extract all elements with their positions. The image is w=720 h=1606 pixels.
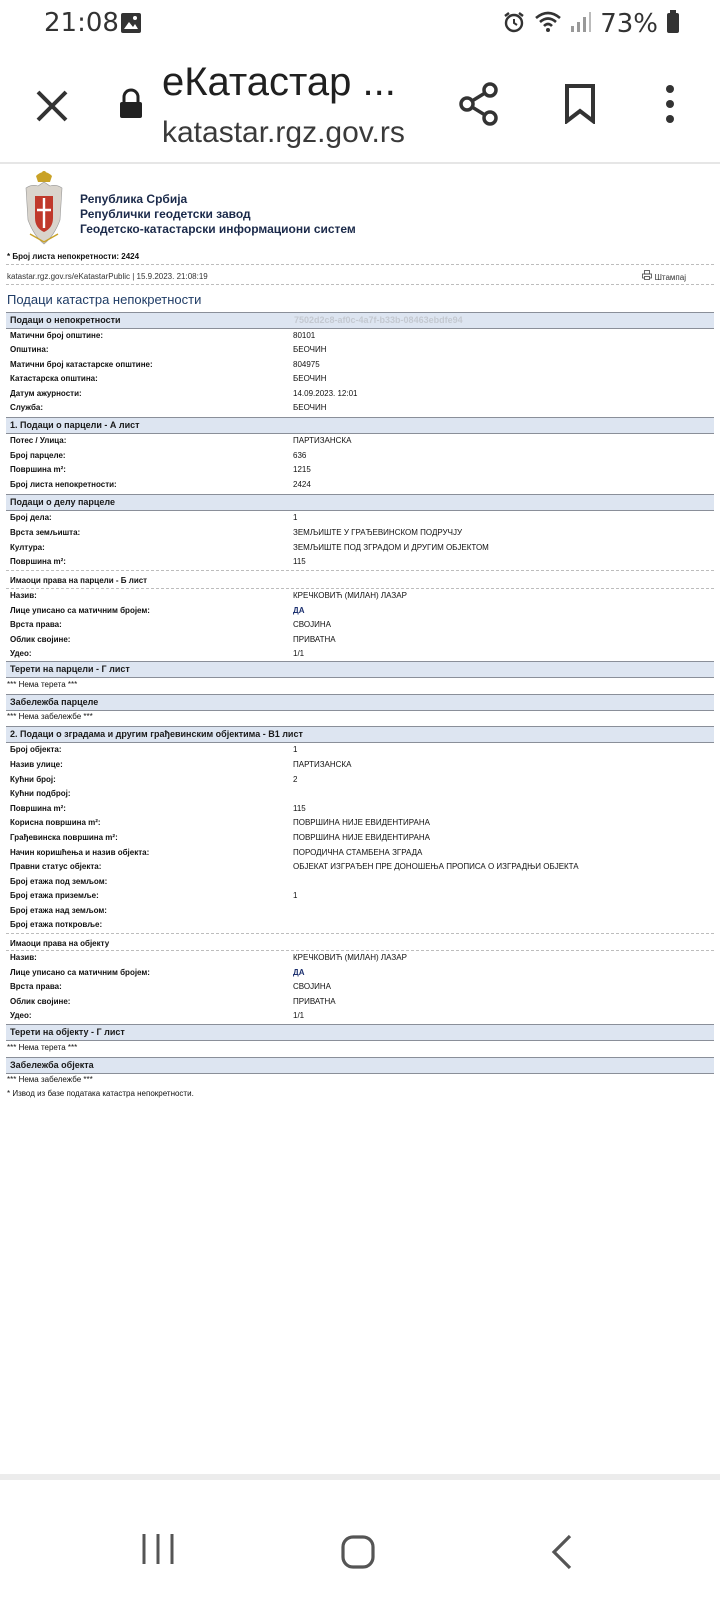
alarm-icon xyxy=(502,10,526,39)
row-label: Начин коришћења и назив објекта: xyxy=(10,848,150,857)
row-value: ПОВРШИНА НИЈЕ ЕВИДЕНТИРАНА xyxy=(293,833,430,842)
row-value: 1215 xyxy=(293,465,311,474)
header-line-3: Геодетско-катастарски информациони систем xyxy=(80,222,356,236)
row-value: ПРИВАТНА xyxy=(293,635,336,644)
status-time: 21:08 xyxy=(44,8,119,38)
row-value: 804975 xyxy=(293,360,320,369)
lock-icon[interactable] xyxy=(118,88,144,125)
row-label: Општина: xyxy=(10,345,49,354)
parcel-owners-heading: Имаоци права на парцели - Б лист xyxy=(10,576,148,585)
row-value: БЕОЧИН xyxy=(293,374,327,383)
no-burdens-note: *** Нема терета *** xyxy=(7,680,78,689)
url-bar[interactable]: katastar.rgz.gov.rs xyxy=(162,116,405,149)
row-label: Назив: xyxy=(10,591,37,600)
row-label: Назив улице: xyxy=(10,760,63,769)
row-label: Удео: xyxy=(10,649,32,658)
row-label: Култура: xyxy=(10,543,45,552)
row-value: 2 xyxy=(293,775,298,784)
print-button[interactable] xyxy=(642,270,686,282)
status-bar xyxy=(0,0,720,46)
row-label: Датум ажурности: xyxy=(10,389,82,398)
property-guid: 7502d2c8-af0c-4a7f-b33b-08463ebdfe94 xyxy=(294,315,463,325)
section-building-notes-header xyxy=(6,1057,714,1074)
row-label: Лице уписано са матичним бројем: xyxy=(10,968,150,977)
registered-id-link[interactable]: ДА xyxy=(293,968,305,977)
row-label: Потес / Улица: xyxy=(10,436,67,445)
divider xyxy=(6,950,714,951)
row-value: КРЕЧКОВИЋ (МИЛАН) ЛАЗАР xyxy=(293,953,407,962)
system-nav-bar xyxy=(0,1474,720,1606)
source-line: katastar.rgz.gov.rs/eKatastarPublic | 15.9.2023. 21:08:19 xyxy=(7,272,208,281)
row-label: Број етажа под земљом: xyxy=(10,877,108,886)
row-label: Број етажа приземље: xyxy=(10,891,99,900)
section-title: Терети на парцели - Г лист xyxy=(10,664,130,674)
divider xyxy=(6,570,714,571)
row-value: ЗЕМЉИШТЕ У ГРАЂЕВИНСКОМ ПОДРУЧЈУ xyxy=(293,528,463,537)
recent-apps-icon[interactable] xyxy=(140,1532,176,1571)
battery-percent: 73% xyxy=(600,9,658,39)
row-value: ПОВРШИНА НИЈЕ ЕВИДЕНТИРАНА xyxy=(293,818,430,827)
row-value: ПАРТИЗАНСКА xyxy=(293,760,352,769)
row-label: Катастарска општина: xyxy=(10,374,98,383)
no-notes-note: *** Нема забележбе *** xyxy=(7,712,93,721)
building-owners-heading: Имаоци права на објекту xyxy=(10,939,110,948)
divider xyxy=(6,284,714,285)
home-icon[interactable] xyxy=(340,1534,376,1575)
row-value: ПАРТИЗАНСКА xyxy=(293,436,352,445)
section-parcel-burdens-header xyxy=(6,661,714,678)
row-value: 14.09.2023. 12:01 xyxy=(293,389,358,398)
print-label: Штампај xyxy=(654,273,686,282)
printer-icon xyxy=(642,273,654,282)
row-value: 2424 xyxy=(293,480,311,489)
section-title: Подаци о делу парцеле xyxy=(10,497,116,507)
row-value: ПРИВАТНА xyxy=(293,997,336,1006)
serbia-coat-of-arms-icon xyxy=(24,233,64,250)
row-value: 1 xyxy=(293,513,298,522)
registered-id-link[interactable]: ДА xyxy=(293,606,305,615)
row-value: 636 xyxy=(293,451,307,460)
section-title: Подаци о непокретности xyxy=(10,315,121,325)
header xyxy=(24,170,356,251)
list-number-line: * Број листа непокретности: 2424 xyxy=(7,252,140,261)
row-value: ЗЕМЉИШТЕ ПОД ЗГРАДОМ И ДРУГИМ ОБЈЕКТОМ xyxy=(293,543,489,552)
row-label: Површина m²: xyxy=(10,804,66,813)
row-label: Кућни број: xyxy=(10,775,56,784)
divider xyxy=(6,588,714,589)
row-label: Врста права: xyxy=(10,620,62,629)
row-value: ОБЈЕКАТ ИЗГРАЂЕН ПРЕ ДОНОШЕЊА ПРОПИСА О ИЗГРАДЊИ ОБЈЕКТА xyxy=(293,862,579,871)
row-value: КРЕЧКОВИЋ (МИЛАН) ЛАЗАР xyxy=(293,591,407,600)
header-text xyxy=(80,192,356,237)
row-value: 1/1 xyxy=(293,649,305,658)
row-label: Број листа непокретности: xyxy=(10,480,117,489)
section-title: 2. Подаци о зградама и другим грађевинским објектима - В1 лист xyxy=(10,729,303,739)
close-icon[interactable] xyxy=(30,84,74,128)
divider xyxy=(6,264,714,265)
section-parcel-notes-header xyxy=(6,694,714,711)
browser-toolbar xyxy=(0,46,720,164)
section-building-burdens-header xyxy=(6,1024,714,1041)
header-line-1: Република Србија xyxy=(80,192,188,206)
row-label: Корисна површина m²: xyxy=(10,818,101,827)
section-title: Терети на објекту - Г лист xyxy=(10,1027,125,1037)
section-parcel-part-header xyxy=(6,494,714,511)
row-value: 1 xyxy=(293,745,298,754)
section-title: Забележба парцеле xyxy=(10,697,99,707)
bookmark-icon[interactable] xyxy=(564,84,596,129)
battery-icon xyxy=(666,10,680,39)
row-value: 80101 xyxy=(293,331,316,340)
row-label: Грађевинска површина m²: xyxy=(10,833,118,842)
page-title-bar[interactable]: eКатастар ... xyxy=(162,60,396,104)
divider xyxy=(6,933,714,934)
row-label: Назив: xyxy=(10,953,37,962)
signal-icon xyxy=(570,11,592,38)
row-label: Облик својине: xyxy=(10,635,71,644)
row-value: БЕОЧИН xyxy=(293,345,327,354)
row-label: Површина m²: xyxy=(10,465,66,474)
row-label: Лице уписано са матичним бројем: xyxy=(10,606,150,615)
row-label: Врста права: xyxy=(10,982,62,991)
row-label: Број објекта: xyxy=(10,745,62,754)
section-title: 1. Подаци о парцели - А лист xyxy=(10,420,140,430)
more-options-icon[interactable] xyxy=(664,84,676,129)
no-notes-note: *** Нема забележбе *** xyxy=(7,1075,93,1084)
row-value: БЕОЧИН xyxy=(293,403,327,412)
section-property-header xyxy=(6,312,714,329)
row-value: 115 xyxy=(293,557,306,566)
row-label: Број етажа поткровље: xyxy=(10,920,103,929)
no-burdens-note: *** Нема терета *** xyxy=(7,1043,78,1052)
back-icon[interactable] xyxy=(550,1534,574,1575)
row-label: Површина m²: xyxy=(10,557,66,566)
row-label: Служба: xyxy=(10,403,44,412)
row-label: Број етажа над земљом: xyxy=(10,906,107,915)
footer-note: * Извод из базе података катастра непокретности. xyxy=(7,1089,194,1098)
row-label: Врста земљишта: xyxy=(10,528,81,537)
section-buildings-header xyxy=(6,726,714,743)
row-label: Удео: xyxy=(10,1011,32,1020)
row-label: Правни статус објекта: xyxy=(10,862,102,871)
row-label: Број парцеле: xyxy=(10,451,66,460)
header-line-2: Републички геодетски завод xyxy=(80,207,251,221)
wifi-icon xyxy=(534,10,562,39)
row-value: СВОЈИНА xyxy=(293,620,331,629)
row-value: 1/1 xyxy=(293,1011,305,1020)
row-value: СВОЈИНА xyxy=(293,982,331,991)
share-icon[interactable] xyxy=(458,82,500,131)
section-title: Забележба објекта xyxy=(10,1060,94,1070)
row-value: 115 xyxy=(293,804,306,813)
row-value: 1 xyxy=(293,891,298,900)
gallery-icon xyxy=(120,12,142,39)
section-parcel-header xyxy=(6,417,714,434)
row-label: Број дела: xyxy=(10,513,52,522)
row-label: Кућни подброј: xyxy=(10,789,71,798)
page-title: Подаци катастра непокретности xyxy=(7,292,202,307)
row-label: Матични број општине: xyxy=(10,331,103,340)
row-label: Облик својине: xyxy=(10,997,71,1006)
row-value: ПОРОДИЧНА СТАМБЕНА ЗГРАДА xyxy=(293,848,423,857)
row-label: Матични број катастарске општине: xyxy=(10,360,153,369)
